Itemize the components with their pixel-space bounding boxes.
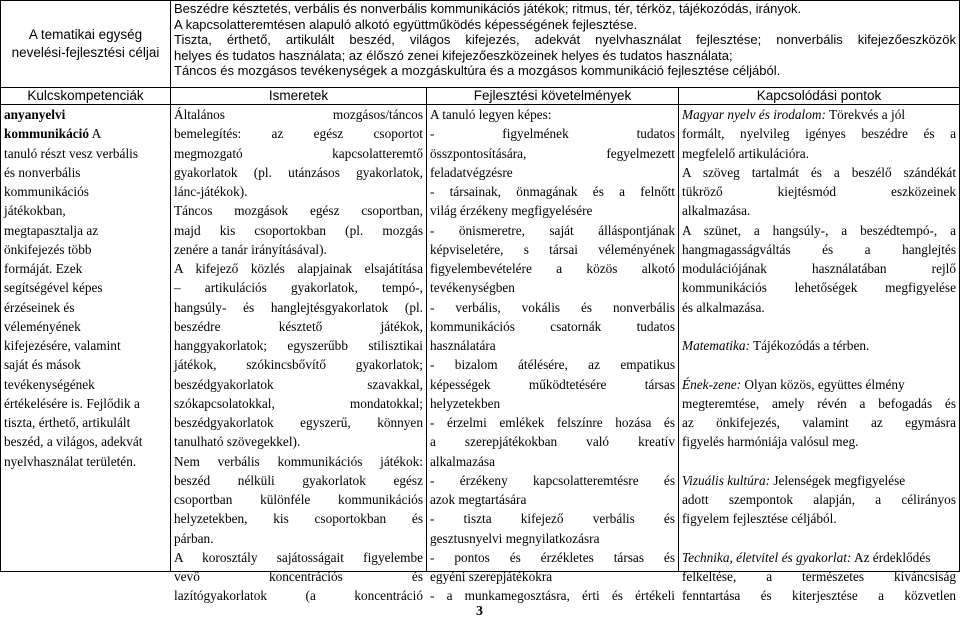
goals-label-line1: A tematikai egység [28, 27, 143, 42]
kapcs-line: kommunikációs lehetőségek megfigyelése [682, 280, 957, 296]
header-kapcsolodasi-pontok: Kapcsolódási pontok [679, 88, 960, 105]
fejlesztesi-line: figyelembevételére a közös alkotó [430, 261, 675, 276]
ismeretek-line: beszéd nélküli gyakorlatok egész [174, 472, 423, 488]
kapcs-line: megfelelő artikulációra. [682, 145, 809, 161]
kapcs-spacer [682, 355, 956, 374]
fejlesztesi-line: - verbális, vokális és nonverbális [430, 299, 675, 315]
kulcs-line: tevékenységének [4, 376, 95, 392]
goals-line: Tiszta, érthető, artikulált beszéd, világos kifejezés, adekvát nyelvhasználat fejlesztése; nonverbális kifejezőeszközök [174, 32, 957, 47]
ismeretek-line: beszédgyakorlatok szavakkal, [174, 376, 423, 392]
kapcs-line: felkeltése, a természetes kíváncsiság [682, 569, 957, 584]
ismeretek-line: bemelegítés: az egész csoportot [174, 126, 423, 142]
goals-row [1, 1, 960, 88]
ismeretek-line: – artikulációs gyakorlatok, tempó-, [174, 280, 423, 296]
kapcs-line: A szöveg tartalmát és a beszélő szándékát [682, 164, 957, 180]
fejlesztesi-line: - a munkamegosztásra, érti és értékeli [430, 588, 675, 604]
fejlesztesi-line: - érzékeny kapcsolatteremtésre és [430, 472, 675, 488]
fejlesztesi-line: alkalmazása [430, 453, 495, 469]
kulcs-line: játékokban, [4, 203, 66, 219]
header-fejlesztesi-kovetelmenyek: Fejlesztési követelmények [427, 88, 679, 105]
kulcs-bold: kommunikáció [4, 126, 89, 142]
ismeretek-cell [171, 105, 427, 604]
ismeretek-line: helyzetekben, kis csoportokban és [174, 511, 423, 527]
header-ismeretek: Ismeretek [171, 88, 427, 105]
ismeretek-line: Általános mozgásos/táncos [174, 107, 423, 122]
kapcs-line [682, 105, 956, 124]
fejlesztesi-line: világ érzékeny megfigyelésére [430, 203, 593, 219]
kapcs-line: tükröző kiejtésmód eszközeinek [682, 184, 957, 199]
fejlesztesi-line: - társainak, önmagának és a felnőtt [430, 184, 675, 199]
header-row [1, 88, 960, 105]
kapcs-line: figyelem fejlesztése céljából. [682, 511, 837, 527]
goals-text [171, 1, 960, 88]
fejlesztesi-line: képességek működtetésére társas [430, 376, 675, 392]
goals-label [1, 1, 171, 88]
kapcs-line [682, 548, 956, 567]
page-number: 3 [476, 604, 483, 619]
fejlesztesi-line: A tanuló legyen képes: [430, 107, 552, 122]
kapcs-subject-technika: Technika, életvitel és gyakorlat: [682, 549, 852, 565]
goals-label-line2: nevelési-fejlesztési céljai [11, 45, 160, 60]
kapcs-subject-matek: Matematika: [682, 338, 750, 353]
ismeretek-line: hanggyakorlatok; egyszerűbb stilisztikai [174, 338, 423, 353]
fejlesztesi-line: gesztusnyelvi megnyilatkozásra [430, 530, 600, 546]
kapcs-spacer [682, 529, 956, 548]
fejlesztesi-line: azok megtartására [430, 492, 527, 507]
kulcs-line: tanuló részt vesz verbális [4, 145, 139, 161]
fejlesztesi-line: - bizalom átélésére, az empatikus [430, 357, 675, 373]
ismeretek-line: beszédgyakorlatok egyszerű, könnyen [174, 415, 423, 430]
kulcs-line: nyelvhasználat területén. [4, 453, 137, 469]
kulcs-line: kifejezésére, valamint [4, 338, 121, 353]
goals-line: helyes és tudatos használata; az élőszó zenei kifejezőeszközeinek helyes és tudatos használata; [174, 47, 733, 63]
kapcs-text: Olyan közös, együttes élmény [741, 376, 905, 392]
kapcs-line: modulációjának használatában rejlő [682, 261, 957, 276]
kapcs-text: Tájékozódás a térben. [749, 338, 870, 353]
fejlesztesi-line: helyzetekben [430, 395, 501, 411]
fejlesztesi-cell [427, 105, 679, 604]
ismeretek-line: lazítógyakorlatok (a koncentráció [174, 588, 423, 604]
kulcs-line: segítségével képes [4, 280, 103, 296]
fejlesztesi-line: - figyelmének tudatos [430, 126, 675, 142]
kapcs-line: alkalmazása. [682, 203, 751, 219]
fejlesztesi-line: képviseletére, s társai véleményének [430, 241, 675, 257]
kapcsolodasi-cell [679, 105, 960, 604]
content-row [1, 105, 960, 572]
kapcs-line: adott szempontok alapján, a célirányos [682, 492, 957, 507]
kulcs-line: anyanyelvi [4, 107, 66, 122]
kulcs-line: érzéseinek és [4, 299, 75, 315]
ismeretek-line: A korosztály sajátosságait figyelembe [174, 549, 423, 565]
ismeretek-line: Táncos mozgások egész csoportban, [174, 203, 423, 219]
kapcs-line: fenntartása és kiterjesztése a közvetlen [682, 588, 957, 604]
ismeretek-line: A kifejező közlés alapjainak elsajátítása [174, 261, 423, 276]
ismeretek-line: gyakorlatok (pl. utánzásos gyakorlatok, [174, 164, 423, 180]
fejlesztesi-line: - érzelmi emlékek felszínre hozása és [430, 415, 675, 430]
fejlesztesi-line: használatára [430, 338, 496, 353]
kulcs-line: véleményének [4, 318, 81, 334]
ismeretek-line: szókapcsolatokkal, mondatokkal; [174, 395, 423, 411]
kapcs-subject-enek: Ének-zene: [682, 376, 742, 392]
kapcs-text: Jelenségek megfigyelése [770, 472, 906, 488]
kapcs-text: Törekvés a jól [825, 107, 906, 122]
fejlesztesi-line: összpontosítására, fegyelmezett [430, 145, 675, 161]
kapcs-line [682, 336, 956, 355]
ismeretek-line: Nem verbális kommunikációs játékok: [174, 453, 423, 469]
kulcs-text: A [88, 126, 102, 142]
header-kulcskompetenciak: Kulcskompetenciák [1, 88, 171, 105]
ismeretek-line: megmozgató kapcsolatteremtő [174, 145, 423, 161]
kapcs-line: figyelés harmóniája valósul meg. [682, 434, 859, 450]
ismeretek-line: játékok, szókincsbővítő gyakorlatok; [174, 357, 423, 373]
fejlesztesi-line: kommunikációs csatornák tudatos [430, 318, 675, 334]
kulcs-line: értékelésére is. Fejlődik a [4, 395, 140, 411]
kapcs-line: A szünet, a hangsúly-, a beszédtempó-, a [682, 222, 957, 238]
fejlesztesi-line: - tiszta kifejező verbális és [430, 511, 675, 527]
ismeretek-line: lánc-játékok). [174, 184, 248, 199]
kulcs-line: beszéd, a világos, adekvát [4, 434, 143, 450]
kulcs-line: kommunikációs [4, 184, 89, 199]
kulcs-line: megtapasztalja az [4, 222, 99, 238]
kapcs-line: megteremtése, amely révén a befogadás és [682, 395, 957, 411]
kapcs-line: és alkalmazása. [682, 299, 765, 315]
kulcskompetenciak-cell [1, 105, 171, 572]
kapcs-line [682, 375, 956, 394]
kapcs-line: hangmagasságváltás és a hanglejtés [682, 241, 957, 257]
fejlesztesi-line: - önismeretre, saját álláspontjának [430, 222, 675, 238]
goals-line: Beszédre késztetés, verbális és nonverbális kommunikációs játékok; ritmus, tér, térköz, tájékozódás, irányok. [174, 1, 802, 16]
ismeretek-line: vevő koncentrációs és [174, 569, 423, 584]
ismeretek-line: párban. [174, 530, 214, 546]
ismeretek-line: tanulható szövegekkel). [174, 434, 301, 450]
kapcs-line [682, 471, 956, 490]
goals-line: A kapcsolatteremtésen alapuló alkotó együttműködés képességének fejlesztése. [174, 16, 638, 32]
kulcs-line: saját és mások [4, 357, 81, 373]
ismeretek-line: zenére a tanár irányításával). [174, 241, 327, 257]
kulcs-line [4, 124, 167, 143]
fejlesztesi-line: tevékenységben [430, 280, 515, 296]
ismeretek-line: beszédre késztető játékok, [174, 318, 423, 334]
kulcs-line: formáját. Ezek [4, 261, 83, 276]
ismeretek-line: hangsúly- és hanglejtésgyakorlatok (pl. [174, 299, 423, 315]
fejlesztesi-line: egyéni szerepjátékokra [430, 569, 553, 584]
kulcs-line: és nonverbális [4, 164, 81, 180]
kapcs-line: az önkifejezés, valamint az egymásra [682, 415, 957, 430]
kulcs-line: tiszta, érthető, artikulált [4, 415, 131, 430]
kapcs-line: formált, nyelvileg igényes beszédre és a [682, 126, 957, 142]
kulcs-line: önkifejezés több [4, 241, 92, 257]
fejlesztesi-line: - pontos és érzékletes társas és [430, 549, 675, 565]
fejlesztesi-line: a szerepjátékokban való kreatív [430, 434, 675, 450]
kapcs-text: Az érdeklődés [851, 549, 931, 565]
ismeretek-line: csoportban különféle kommunikációs [174, 492, 423, 507]
ismeretek-line: majd kis csoportokban (pl. mozgás [174, 222, 423, 238]
fejlesztesi-line: feladatvégzésre [430, 164, 513, 180]
kapcs-spacer [682, 452, 956, 471]
goals-line: Táncos és mozgásos tevékenységek a mozgáskultúra és a mozgásos kommunikáció fejlesztése céljából. [174, 63, 781, 78]
kapcs-subject-vizualis: Vizuális kultúra: [682, 472, 771, 488]
kapcs-subject-magyar: Magyar nyelv és irodalom: [682, 107, 826, 122]
kapcs-spacer [682, 317, 956, 336]
